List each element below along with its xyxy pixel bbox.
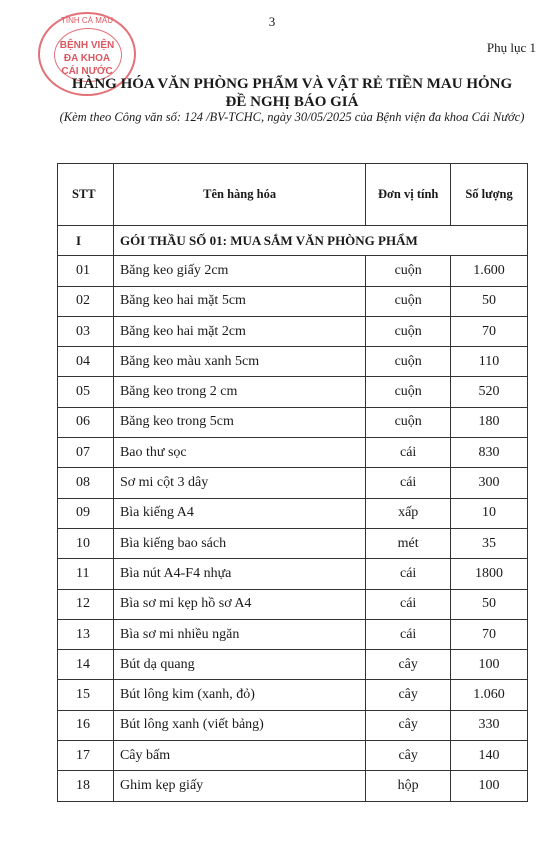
cell-unit: cái: [366, 559, 451, 589]
cell-name: Ghim kẹp giấy: [113, 771, 365, 801]
cell-name: Bìa sơ mi nhiều ngăn: [113, 619, 365, 649]
cell-name: Bìa kiếng bao sách: [113, 528, 365, 558]
cell-name: Bút dạ quang: [113, 650, 365, 680]
table-row: [58, 347, 528, 377]
table-row: [58, 559, 528, 589]
header-unit: Đơn vị tính: [366, 164, 451, 226]
cell-qty: 100: [451, 650, 528, 680]
cell-qty: 100: [451, 771, 528, 801]
cell-name: Băng keo trong 5cm: [113, 407, 365, 437]
cell-stt: 08: [58, 468, 114, 498]
cell-name: Băng keo hai mặt 5cm: [113, 286, 365, 316]
cell-unit: cây: [366, 650, 451, 680]
group-name: GÓI THẦU SỐ 01: MUA SẮM VĂN PHÒNG PHẨM: [113, 226, 527, 256]
cell-name: Bìa kiếng A4: [113, 498, 365, 528]
cell-unit: cuộn: [366, 286, 451, 316]
cell-qty: 520: [451, 377, 528, 407]
table-header-row: [58, 164, 528, 226]
goods-table: [57, 163, 528, 802]
cell-stt: 04: [58, 347, 114, 377]
cell-qty: 70: [451, 316, 528, 346]
cell-name: Bìa nút A4-F4 nhựa: [113, 559, 365, 589]
cell-unit: xấp: [366, 498, 451, 528]
cell-stt: 12: [58, 589, 114, 619]
cell-unit: cái: [366, 438, 451, 468]
page-number: 3: [268, 14, 276, 29]
cell-name: Băng keo giấy 2cm: [113, 256, 365, 286]
cell-qty: 1.600: [451, 256, 528, 286]
stamp-rim-text: TỈNH CÀ MAU: [61, 16, 113, 25]
table-row: [58, 528, 528, 558]
table-row: [58, 407, 528, 437]
cell-stt: 06: [58, 407, 114, 437]
cell-unit: cây: [366, 680, 451, 710]
cell-qty: 35: [451, 528, 528, 558]
table-row: [58, 680, 528, 710]
cell-qty: 70: [451, 619, 528, 649]
cell-qty: 110: [451, 347, 528, 377]
cell-unit: cuộn: [366, 316, 451, 346]
cell-stt: 07: [58, 438, 114, 468]
cell-qty: 50: [451, 589, 528, 619]
table-row: [58, 619, 528, 649]
cell-name: Cây bấm: [113, 741, 365, 771]
table-row: [58, 498, 528, 528]
group-row: [58, 226, 528, 256]
table-row: [58, 468, 528, 498]
cell-name: Băng keo trong 2 cm: [113, 377, 365, 407]
title-line-1: HÀNG HÓA VĂN PHÒNG PHẨM VÀ VẬT RẺ TIỀN MAU HỎNG: [71, 76, 513, 92]
cell-qty: 1800: [451, 559, 528, 589]
cell-qty: 10: [451, 498, 528, 528]
cell-unit: cái: [366, 619, 451, 649]
header-name: Tên hàng hóa: [113, 164, 365, 226]
cell-qty: 50: [451, 286, 528, 316]
document-subtitle: (Kèm theo Công văn số: 124 /BV-TCHC, ngày 30/05/2025 của Bệnh viện đa khoa Cái Nước): [59, 110, 525, 124]
cell-qty: 1.060: [451, 680, 528, 710]
cell-stt: 03: [58, 316, 114, 346]
cell-qty: 140: [451, 741, 528, 771]
cell-unit: cuộn: [366, 256, 451, 286]
cell-unit: cây: [366, 741, 451, 771]
table-row: [58, 589, 528, 619]
cell-qty: 300: [451, 468, 528, 498]
table-row: [58, 286, 528, 316]
stamp-line-3: CÁI NƯỚC: [61, 66, 113, 77]
cell-unit: cây: [366, 710, 451, 740]
cell-name: Bao thư sọc: [113, 438, 365, 468]
table-row: [58, 650, 528, 680]
cell-name: Bìa sơ mi kẹp hồ sơ A4: [113, 589, 365, 619]
cell-stt: 01: [58, 256, 114, 286]
cell-stt: 10: [58, 528, 114, 558]
cell-name: Băng keo màu xanh 5cm: [113, 347, 365, 377]
document-title: [40, 75, 544, 111]
cell-stt: 02: [58, 286, 114, 316]
cell-unit: cái: [366, 468, 451, 498]
cell-stt: 17: [58, 741, 114, 771]
cell-qty: 330: [451, 710, 528, 740]
cell-name: Sơ mi cột 3 dây: [113, 468, 365, 498]
cell-name: Bút lông kim (xanh, đỏ): [113, 680, 365, 710]
cell-name: Bút lông xanh (viết bảng): [113, 710, 365, 740]
cell-stt: 13: [58, 619, 114, 649]
cell-stt: 14: [58, 650, 114, 680]
stamp-line-2: ĐA KHOA: [63, 53, 111, 64]
title-line-2: ĐỀ NGHỊ BÁO GIÁ: [225, 94, 359, 110]
table-row: [58, 710, 528, 740]
cell-stt: 16: [58, 710, 114, 740]
cell-qty: 180: [451, 407, 528, 437]
header-stt: STT: [58, 164, 114, 226]
table-row: [58, 438, 528, 468]
group-stt: I: [58, 226, 114, 256]
cell-stt: 18: [58, 771, 114, 801]
cell-name: Băng keo hai mặt 2cm: [113, 316, 365, 346]
cell-stt: 11: [58, 559, 114, 589]
table-row: [58, 771, 528, 801]
cell-unit: hộp: [366, 771, 451, 801]
table-row: [58, 256, 528, 286]
cell-unit: cuộn: [366, 377, 451, 407]
cell-unit: cuộn: [366, 347, 451, 377]
cell-unit: cái: [366, 589, 451, 619]
cell-stt: 15: [58, 680, 114, 710]
cell-qty: 830: [451, 438, 528, 468]
cell-unit: mét: [366, 528, 451, 558]
cell-unit: cuộn: [366, 407, 451, 437]
appendix-label: Phụ lục 1: [486, 40, 536, 55]
table-row: [58, 741, 528, 771]
cell-stt: 09: [58, 498, 114, 528]
header-qty: Số lượng: [451, 164, 528, 226]
cell-stt: 05: [58, 377, 114, 407]
table-row: [58, 377, 528, 407]
table-row: [58, 316, 528, 346]
stamp-line-1: BỆNH VIỆN: [59, 40, 115, 51]
